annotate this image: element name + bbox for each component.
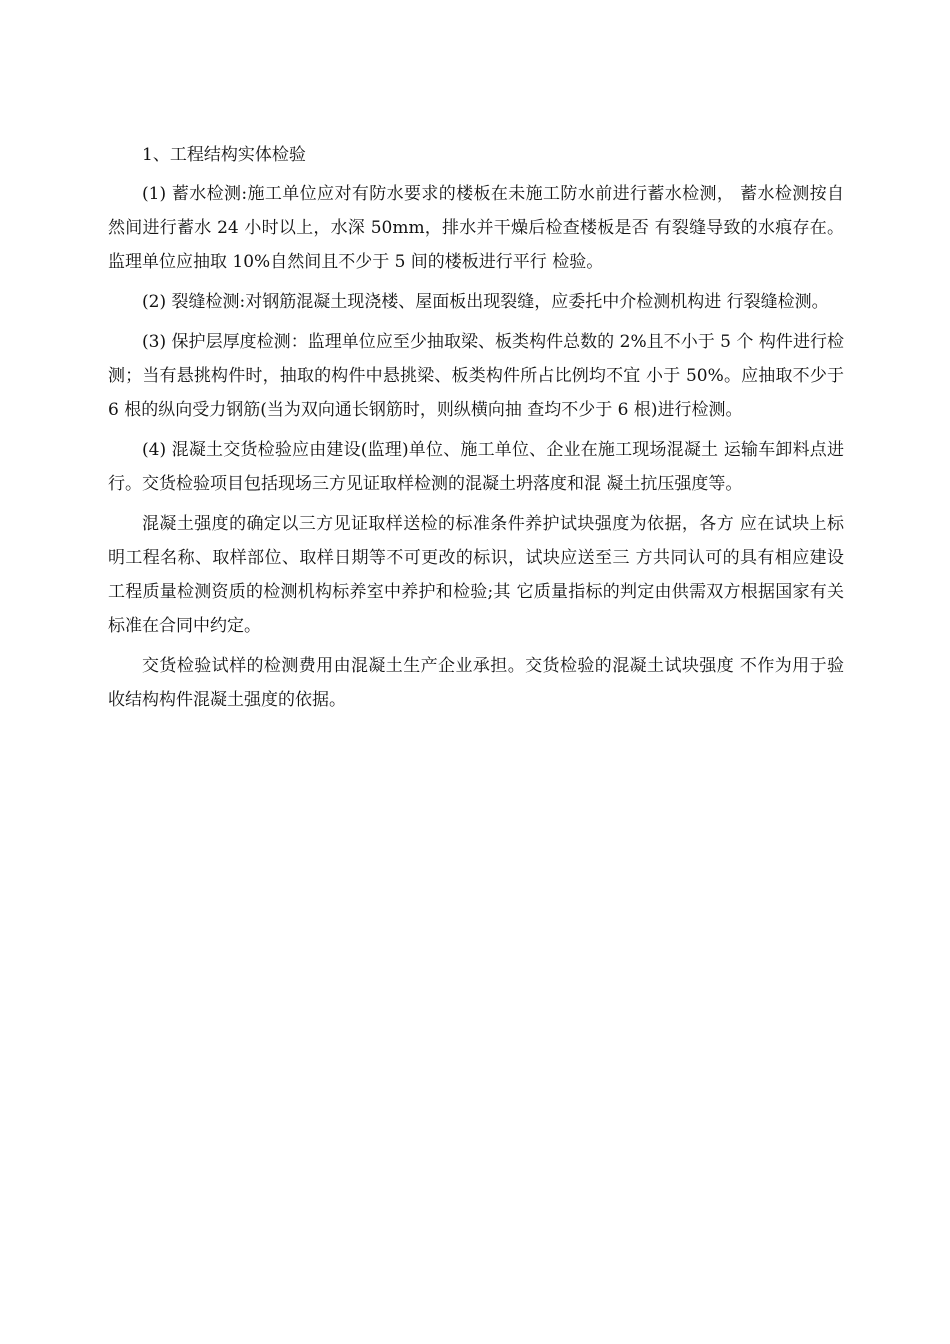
paragraph-concrete-delivery-inspection: (4) 混凝土交货检验应由建设(监理)单位、施工单位、企业在施工现场混凝土 运输车卸料点进行。交货检验项目包括现场三方见证取样检测的混凝土坍落度和混 凝土抗压强度等。 <box>108 440 844 494</box>
paragraph-water-storage-test: (1) 蓄水检测:施工单位应对有防水要求的楼板在未施工防水前进行蓄水检测， 蓄水检测按自然间进行蓄水 24 小时以上，水深 50mm，排水并干燥后检查楼板是否 有裂缝导致的水痕存在。监理单位应抽取 10%自然间且不少于 5 间的楼板进行平行 检验。 <box>108 184 844 272</box>
paragraph-crack-test: (2) 裂缝检测:对钢筋混凝土现浇楼、屋面板出现裂缝，应委托中介检测机构进 行裂缝检测。 <box>142 292 829 312</box>
document-body <box>108 138 844 723</box>
paragraph-cover-thickness-test: (3) 保护层厚度检测：监理单位应至少抽取梁、板类构件总数的 2%且不小于 5 个 构件进行检测；当有悬挑构件时，抽取的构件中悬挑梁、板类构件所占比例均不宜 小于 50%。应抽取不少于 6 根的纵向受力钢筋(当为双向通长钢筋时，则纵横向抽 查均不少于 6 根)进行检测。 <box>108 332 844 420</box>
paragraph-testing-fees: 交货检验试样的检测费用由混凝土生产企业承担。交货检验的混凝土试块强度 不作为用于验收结构构件混凝土强度的依据。 <box>108 656 844 710</box>
paragraph-concrete-strength: 混凝土强度的确定以三方见证取样送检的标准条件养护试块强度为依据，各方 应在试块上标明工程名称、取样部位、取样日期等不可更改的标识，试块应送至三 方共同认可的具有相应建设工程质量检测资质的检测机构标养室中养护和检验;其 它质量指标的判定由供需双方根据国家有关标准在合同中约定。 <box>108 514 844 636</box>
section-heading: 1、工程结构实体检验 <box>142 145 306 165</box>
